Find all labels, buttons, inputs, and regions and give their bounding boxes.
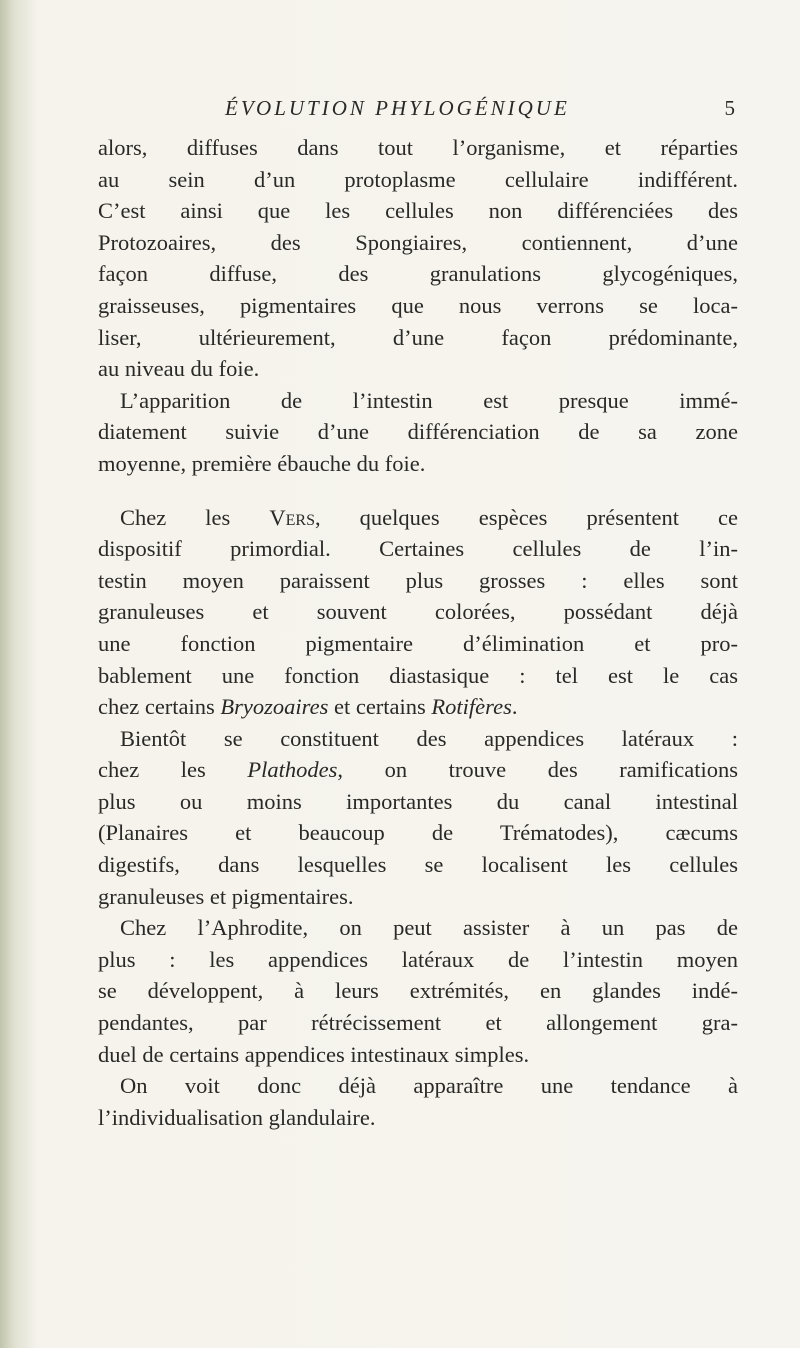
running-head	[95, 96, 735, 130]
text-line: (Planaires et beaucoup de Trématodes), cæcums	[98, 820, 738, 846]
taxon-name-bryozoaires: Bryozoaires	[220, 694, 329, 720]
text-line	[98, 754, 738, 786]
text-line: une fonction pigmentaire d’élimination et pro-	[98, 630, 738, 656]
text-line	[98, 502, 738, 534]
text-line: moyenne, première ébauche du foie.	[98, 450, 426, 476]
text-line: bablement une fonction diastasique : tel est le cas	[98, 662, 738, 688]
text-line: liser, ultérieurement, d’une façon prédominante,	[98, 324, 738, 350]
text-line: pendantes, par rétrécissement et allongement gra-	[98, 1010, 738, 1036]
text-line: Chez l’Aphrodite, on peut assister à un pas de	[120, 915, 738, 941]
taxon-name-vers: Vers	[269, 504, 315, 530]
text-run: et certains	[328, 694, 432, 720]
text-block	[98, 132, 738, 1133]
text-line: l’individualisation glandulaire.	[98, 1104, 376, 1130]
text-line: granuleuses et pigmentaires.	[98, 883, 354, 909]
text-line: Protozoaires, des Spongiaires, contiennent, d’une	[98, 229, 738, 255]
text-line: façon diffuse, des granulations glycogéniques,	[98, 261, 738, 287]
text-line: au sein d’un protoplasme cellulaire indifférent.	[98, 166, 738, 192]
page-number: 5	[724, 96, 735, 120]
text-line: alors, diffuses dans tout l’organisme, et réparties	[98, 135, 738, 160]
text-line: On voit donc déjà apparaître une tendance à	[120, 1073, 738, 1099]
text-run: Chez les	[120, 504, 270, 530]
text-line: C’est ainsi que les cellules non différenciées des	[98, 198, 738, 224]
text-run: chez les	[98, 757, 248, 783]
paragraph-1	[98, 132, 738, 385]
text-line: digestifs, dans lesquelles se localisent les cellules	[98, 852, 738, 878]
text-line: Bientôt se constituent des appendices latéraux :	[120, 725, 738, 751]
paragraph-5	[98, 912, 738, 1070]
paragraph-3	[98, 502, 738, 723]
text-line: plus : les appendices latéraux de l’intestin moyen	[98, 946, 738, 972]
text-run: .	[511, 694, 518, 720]
paragraph-4	[98, 723, 738, 913]
text-line: dispositif primordial. Certaines cellules de l’in-	[98, 536, 738, 562]
text-line: L’apparition de l’intestin est presque immé-	[120, 387, 738, 413]
running-title: ÉVOLUTION PHYLOGÉNIQUE	[225, 96, 570, 120]
text-run: , on trouve des ramifications	[337, 757, 738, 783]
text-line: duel de certains appendices intestinaux simples.	[98, 1041, 530, 1067]
text-line: granuleuses et souvent colorées, possédant déjà	[98, 599, 738, 625]
taxon-name-rotiferes: Rotifères	[431, 694, 512, 720]
text-line: testin moyen paraissent plus grosses : elles sont	[98, 567, 738, 593]
taxon-name-plathodes: Plathodes	[247, 757, 338, 783]
text-line: au niveau du foie.	[98, 356, 260, 382]
text-run: chez certains	[98, 694, 221, 720]
text-line: se développent, à leurs extrémités, en glandes indé-	[98, 978, 738, 1004]
paragraph-gap	[98, 480, 738, 502]
text-line: plus ou moins importantes du canal intestinal	[98, 788, 738, 814]
paragraph-6	[98, 1070, 738, 1133]
binding-shadow	[0, 0, 36, 1348]
text-run: , quelques espèces présentent ce	[314, 504, 738, 530]
text-line	[98, 691, 738, 723]
paragraph-2	[98, 385, 738, 480]
text-line: diatement suivie d’une différenciation de sa zone	[98, 419, 738, 445]
text-line: graisseuses, pigmentaires que nous verrons se loca-	[98, 292, 738, 318]
